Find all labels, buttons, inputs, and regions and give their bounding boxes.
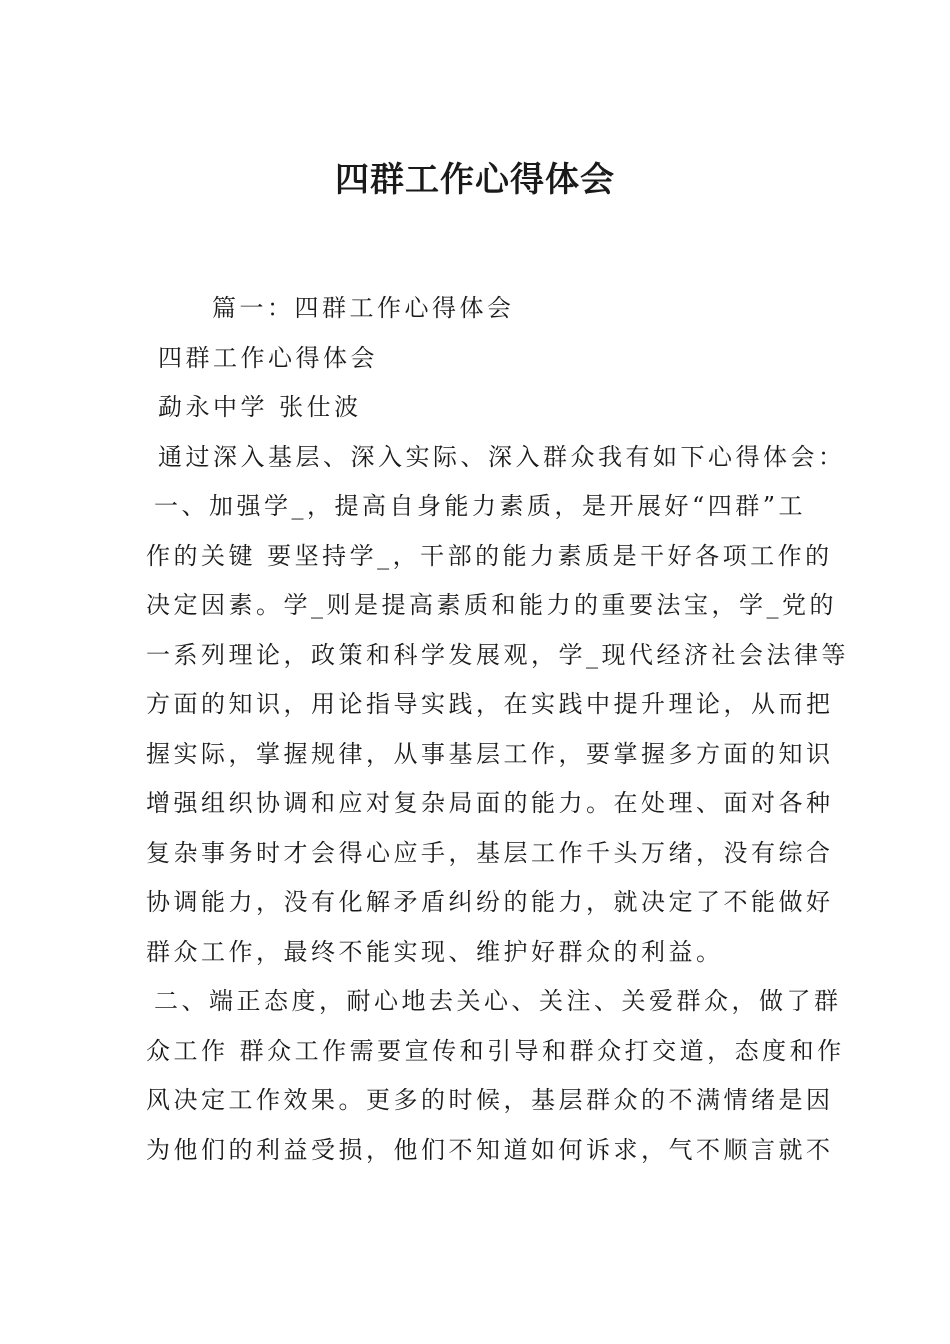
paragraph-line: 二、端正态度，耐心地去关心、关注、关爱群众，做了群	[154, 987, 842, 1015]
paragraph-line: 决定因素。学_则是提高素质和能力的重要法宝，学_党的	[146, 591, 837, 619]
paragraph-line: 复杂事务时才会得心应手，基层工作千头万绪，没有综合	[146, 838, 834, 867]
paragraph-line: 一、加强学_，提高自身能力素质，是开展好“四群”工	[154, 492, 807, 520]
author-line: 勐永中学 张仕波	[158, 393, 362, 421]
section-heading: 篇一：四群工作心得体会	[212, 294, 515, 322]
paragraph-line: 一系列理论，政策和科学发展观，学_现代经济社会法律等	[146, 640, 849, 669]
paragraph-line: 作的关键 要坚持学_，干部的能力素质是干好各项工作的	[146, 541, 833, 570]
paragraph-line: 增强组织协调和应对复杂局面的能力。在处理、面对各种	[146, 789, 834, 817]
paragraph-line: 方面的知识，用论指导实践，在实践中提升理论，从而把	[146, 690, 834, 718]
paragraph-line: 握实际，掌握规律，从事基层工作，要掌握多方面的知识	[146, 739, 834, 768]
intro-line: 通过深入基层、深入实际、深入群众我有如下心得体会：	[158, 442, 846, 471]
paragraph-line: 风决定工作效果。更多的时候，基层群众的不满情绪是因	[146, 1086, 834, 1114]
subtitle: 四群工作心得体会	[158, 343, 378, 372]
paragraph-line: 协调能力，没有化解矛盾纠纷的能力，就决定了不能做好	[146, 888, 834, 916]
paragraph-line: 为他们的利益受损，他们不知道如何诉求，气不顺言就不	[146, 1135, 834, 1164]
document-title: 四群工作心得体会	[335, 160, 615, 200]
document-body	[146, 284, 849, 1175]
paragraph-line: 众工作 群众工作需要宣传和引导和群众打交道，态度和作	[146, 1036, 845, 1065]
paragraph-line: 群众工作，最终不能实现、维护好群众的利益。	[146, 937, 724, 966]
